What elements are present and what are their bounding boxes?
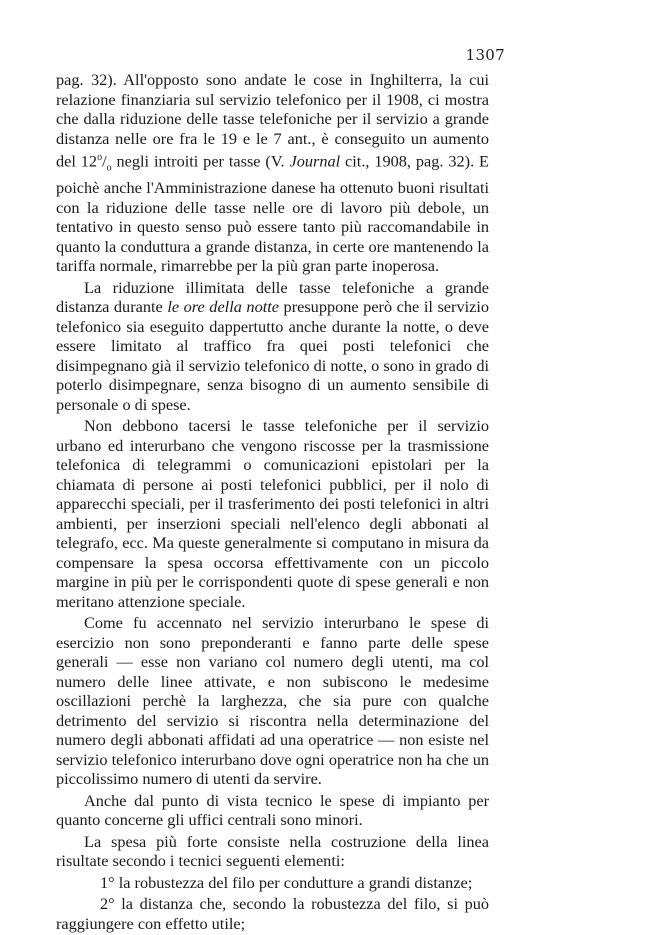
paragraph-1-text-c: cit., 1908, pag. 32). E poichè anche l'Amministrazione danese ha ottenuto buoni risultati con la riduzione delle tasse nelle ore di lavoro più debole, un tentativo in questo senso può essere tanto più raccomandabile in quanto la conduttura a grande distanza, in certe ore mantenendo la tariffa normale, rimarrebbe per la più gran parte inoperosa.	[56, 151, 489, 276]
percent-sign-top: o	[97, 152, 103, 163]
paragraph-1: pag. 32). All'opposto sono andate le cose in Inghilterra, la cui relazione finanziaria sul servizio telefonico per il 1908, ci mostra che dalla riduzione delle tasse telefoniche per il servizio a grande distanza nelle ore fra le 19 e le 7 ant., è conseguito un aumento del $12^o/_o$ negli introiti per tasse (V. Journal cit., 1908, pag. 32). E poichè anche l'Amministrazione danese ha ottenuto buoni risultati con la riduzione delle tasse nelle ore di lavoro più debole, un tentativo in questo senso può essere tanto più raccomandabile in quanto la conduttura a grande distanza, in certe ore mantenendo la tariffa normale, rimarrebbe per la più gran parte inoperosa.	[56, 70, 489, 276]
paragraph-5: Anche dal punto di vista tecnico le spese di impianto per quanto concerne gli uffici centrali sono minori.	[56, 790, 489, 830]
paragraph-1-text-a: pag. 32). All'opposto sono andate le cose in Inghilterra, la cui relazione finanziaria sul servizio telefonico per il 1908, ci mostra che dalla riduzione delle tasse telefoniche per il servizio a grande distanza nelle ore fra le 19 e le 7 ant., è conseguito un aumento del 12	[56, 70, 489, 171]
journal-title: Journal	[289, 151, 341, 171]
paragraph-1-text-b: negli introiti per tasse (V.	[111, 151, 290, 171]
paragraph-2-text-a: La riduzione illimitata delle tasse telefoniche a grande distanza durante	[56, 277, 489, 317]
list-item-2: 2° la distanza che, secondo la robustezza del filo, si può raggiungere con effetto utile;	[56, 894, 489, 933]
page-number: 1307	[465, 46, 505, 64]
paragraph-2	[56, 278, 489, 415]
paragraph-6: La spesa più forte consiste nella costruzione della linea risultate secondo i tecnici seguenti elementi:	[56, 831, 489, 871]
list-item-1: 1° la robustezza del filo per condutture a grandi distanze;	[100, 872, 473, 892]
paragraph-2-text-b: presuppone però che il servizio telefonico sia eseguito dappertutto anche durante la notte, o deve essere limitato al traffico fra quei posti telefonici che disimpegnano già il servizio telefonico di notte, o sono in grado di poterlo disimpegnare, senza bisogno di un aumento sensibile di personale o di spese.	[56, 297, 489, 414]
body-text	[56, 70, 489, 935]
paragraph-4: Come fu accennato nel servizio interurbano le spese di esercizio non sono preponderanti e fanno parte delle spese generali — esse non variano col numero degli utenti, ma col numero delle linee attivate, e non subiscono le medesime oscillazioni perchè la larghezza, che sia pure con qualche detrimento del servizio si riscontra nella determinazione del numero degli abbonati affidati ad una operatrice — non esiste nel servizio telefonico interurbano dove ogni operatrice non ha che un piccolissimo numero di utenti da servire.	[56, 613, 489, 789]
paragraph-2-italic: le ore della notte	[167, 297, 279, 317]
paragraph-3: Non debbono tacersi le tasse telefoniche per il servizio urbano ed interurbano che vengono riscosse per la trasmissione telefonica di telegrammi o comunicazioni epistolari per la chiamata di persone ai posti telefonici pubblici, per il nolo di apparecchi speciali, per il trasferimento dei posti telefonici in altri ambienti, per inserzioni speciali nell'elenco degli abbonati al telegrafo, ecc. Ma queste generalmente si computano in misura da compensare la spesa occorsa effettivamente con un piccolo margine in più per le corrispondenti quote di spese generali e non meritano attenzione speciale.	[56, 416, 489, 611]
percent-sign-bottom: o	[106, 162, 112, 174]
